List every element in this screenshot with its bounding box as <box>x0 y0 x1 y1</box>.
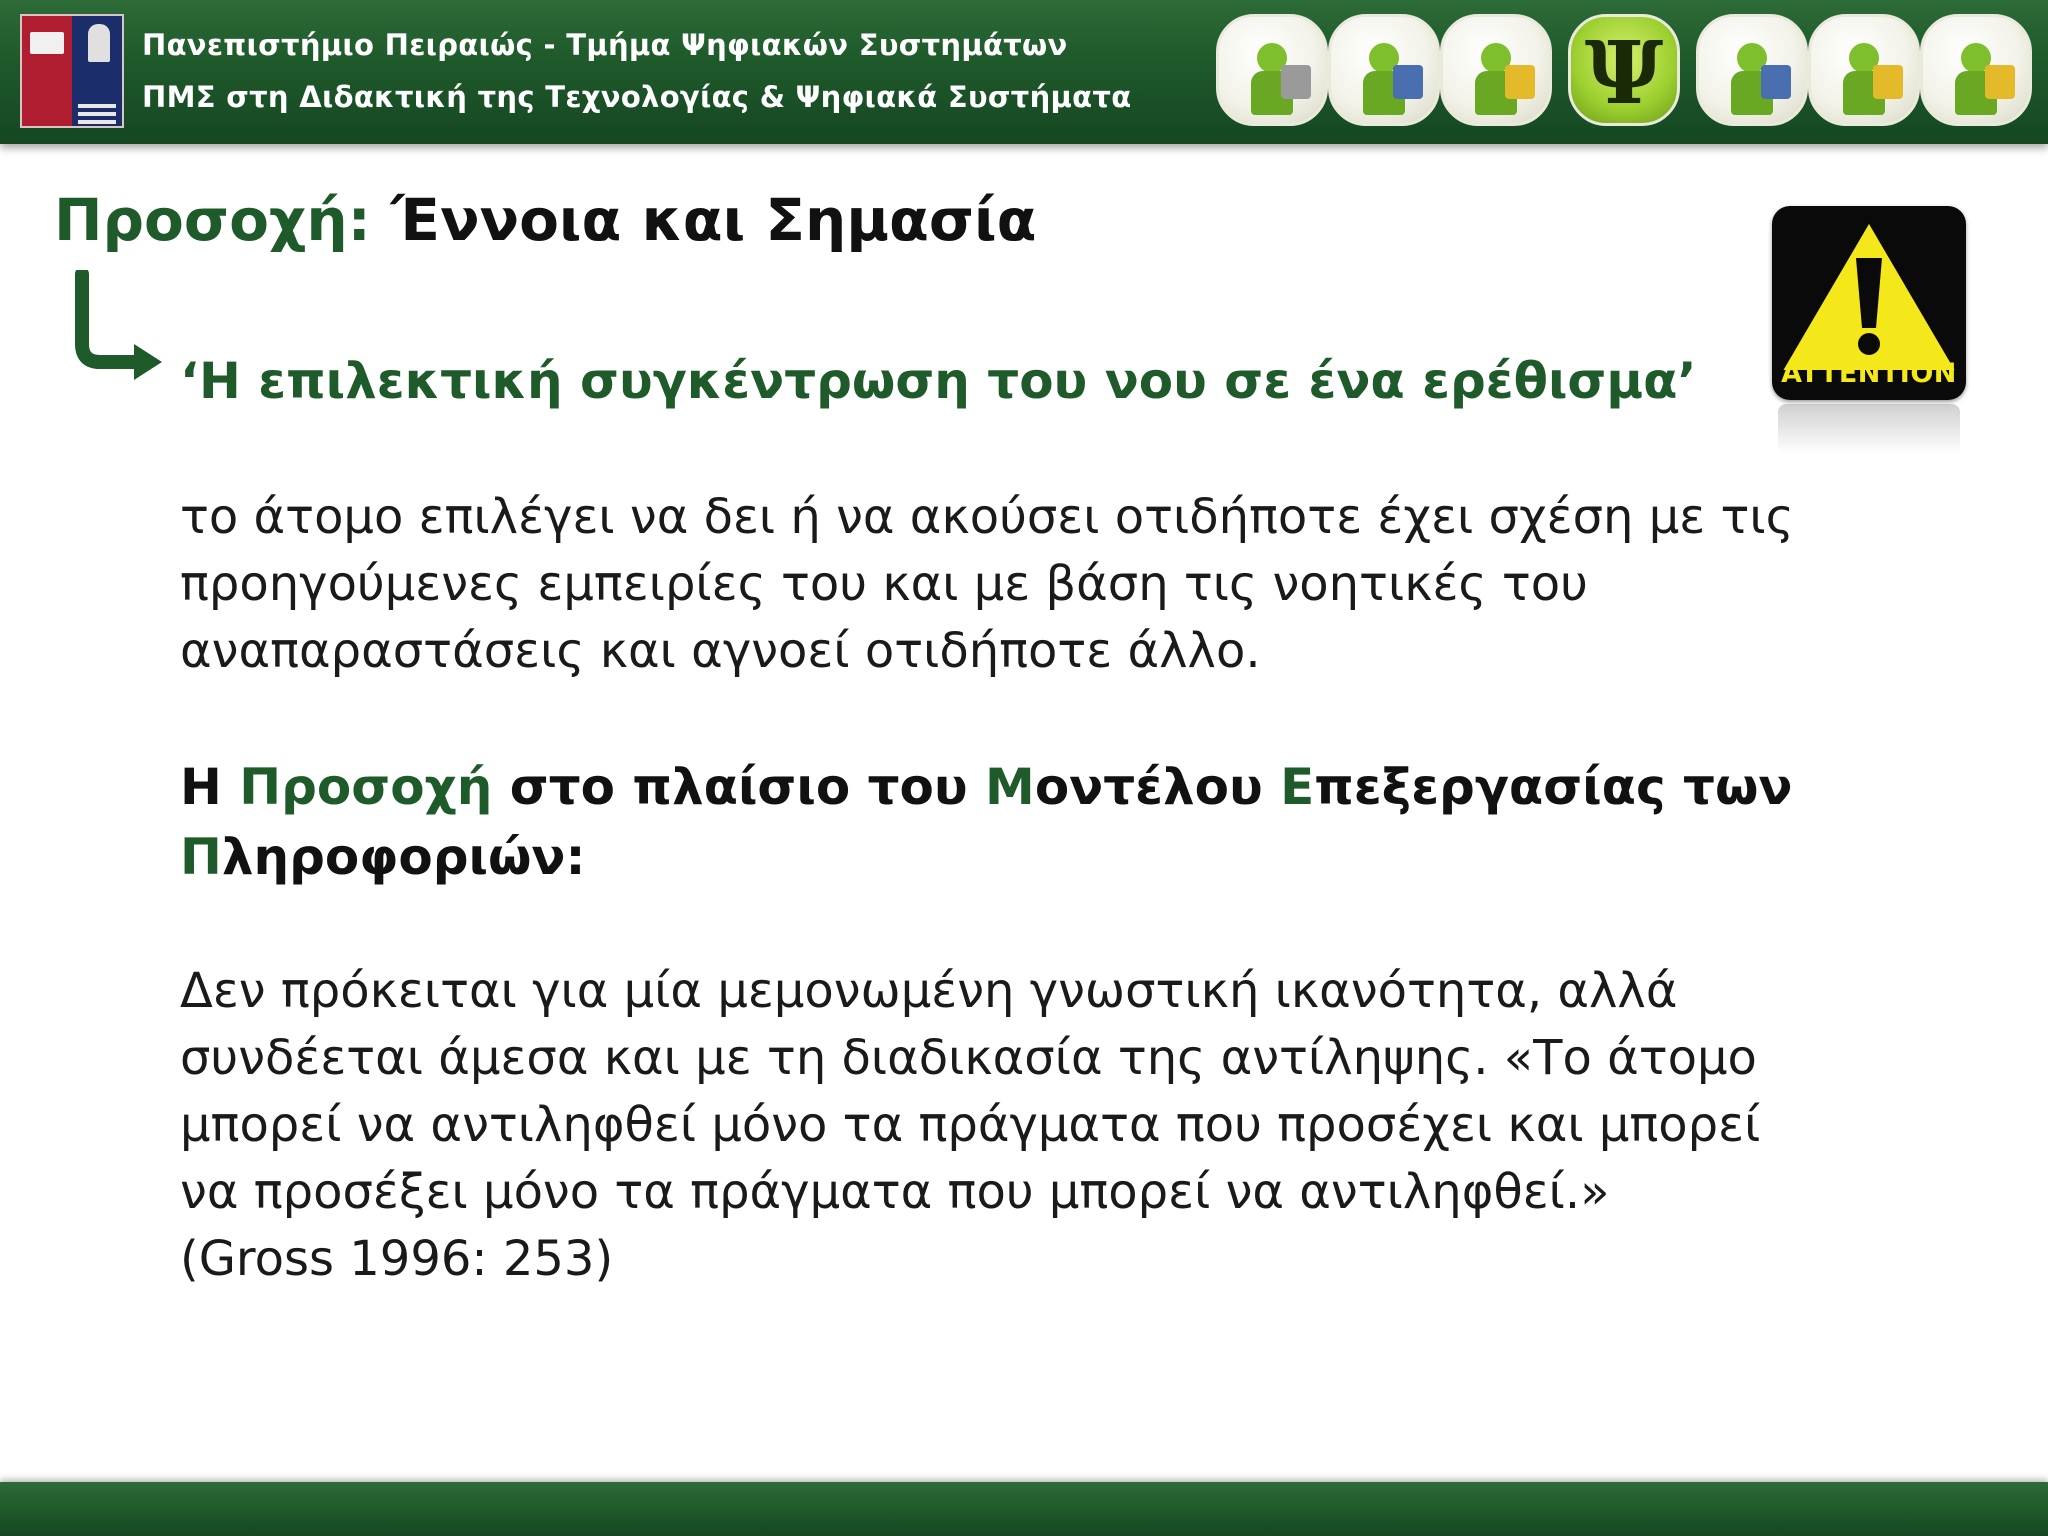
header-icon-strip <box>1216 14 2036 130</box>
psi-head-icon: Ψ <box>1568 14 1680 126</box>
header-bar <box>0 0 2048 144</box>
folder-person-icon <box>1808 14 1920 126</box>
definition-subtitle: ‘Η επιλεκτική συγκέντρωση του νου σε ένα ερέθισμα’ <box>180 352 1697 410</box>
attention-reflection <box>1778 404 1960 454</box>
curved-arrow-icon <box>70 270 170 390</box>
paragraph-line: να προσέξει μόνο τα πράγματα που μπορεί να αντιληφθεί.» <box>180 1164 1610 1220</box>
university-logo <box>20 14 124 128</box>
people-reading-icon <box>1328 14 1440 126</box>
header-program-name: ΠΜΣ στη Διδακτική της Τεχνολογίας & Ψηφιακά Συστήματα <box>142 80 1132 114</box>
attention-sign <box>1772 206 1968 456</box>
laptop-person-icon <box>1696 14 1808 126</box>
footer-bar <box>0 1482 2048 1536</box>
header-university-name: Πανεπιστήμιο Πειραιώς - Τμήμα Ψηφιακών Συστημάτων <box>142 28 1068 62</box>
attention-box <box>1772 206 1966 400</box>
slide-title-rest: Έννοια και Σημασία <box>370 186 1037 254</box>
paragraph-selection <box>180 484 1880 685</box>
citation: (Gross 1996: 253) <box>180 1231 614 1287</box>
paragraph-perception <box>180 958 1880 1293</box>
slide-title <box>54 186 1036 254</box>
paragraph-line: συνδέεται άμεσα και με τη διαδικασία της αντίληψης. «Το άτομο <box>180 1030 1757 1086</box>
section-heading: Η Προσοχή στο πλαίσιο του Μοντέλου Επεξεργασίας των Πληροφοριών: <box>180 758 1793 886</box>
paragraph-line: αναπαραστάσεις και αγνοεί οτιδήποτε άλλο. <box>180 623 1261 679</box>
heading-term-attention: Προσοχή <box>239 758 493 816</box>
slide-title-accent: Προσοχή: <box>54 186 371 254</box>
attention-label: ATTENTION <box>1781 358 1957 389</box>
email-at-icon <box>1440 14 1552 126</box>
paragraph-line: μπορεί να αντιληφθεί μόνο τα πράγματα που προσέχει και μπορεί <box>180 1097 1761 1153</box>
puzzle-person-icon <box>1920 14 2032 126</box>
paragraph-line: Δεν πρόκειται για μία μεμονωμένη γνωστική ικανότητα, αλλά <box>180 963 1678 1019</box>
people-talking-icon <box>1216 14 1328 126</box>
paragraph-line: το άτομο επιλέγει να δει ή να ακούσει οτιδήποτε έχει σχέση με τις <box>180 489 1794 545</box>
paragraph-line: προηγούμενες εμπειρίες του και με βάση τις νοητικές του <box>180 556 1588 612</box>
